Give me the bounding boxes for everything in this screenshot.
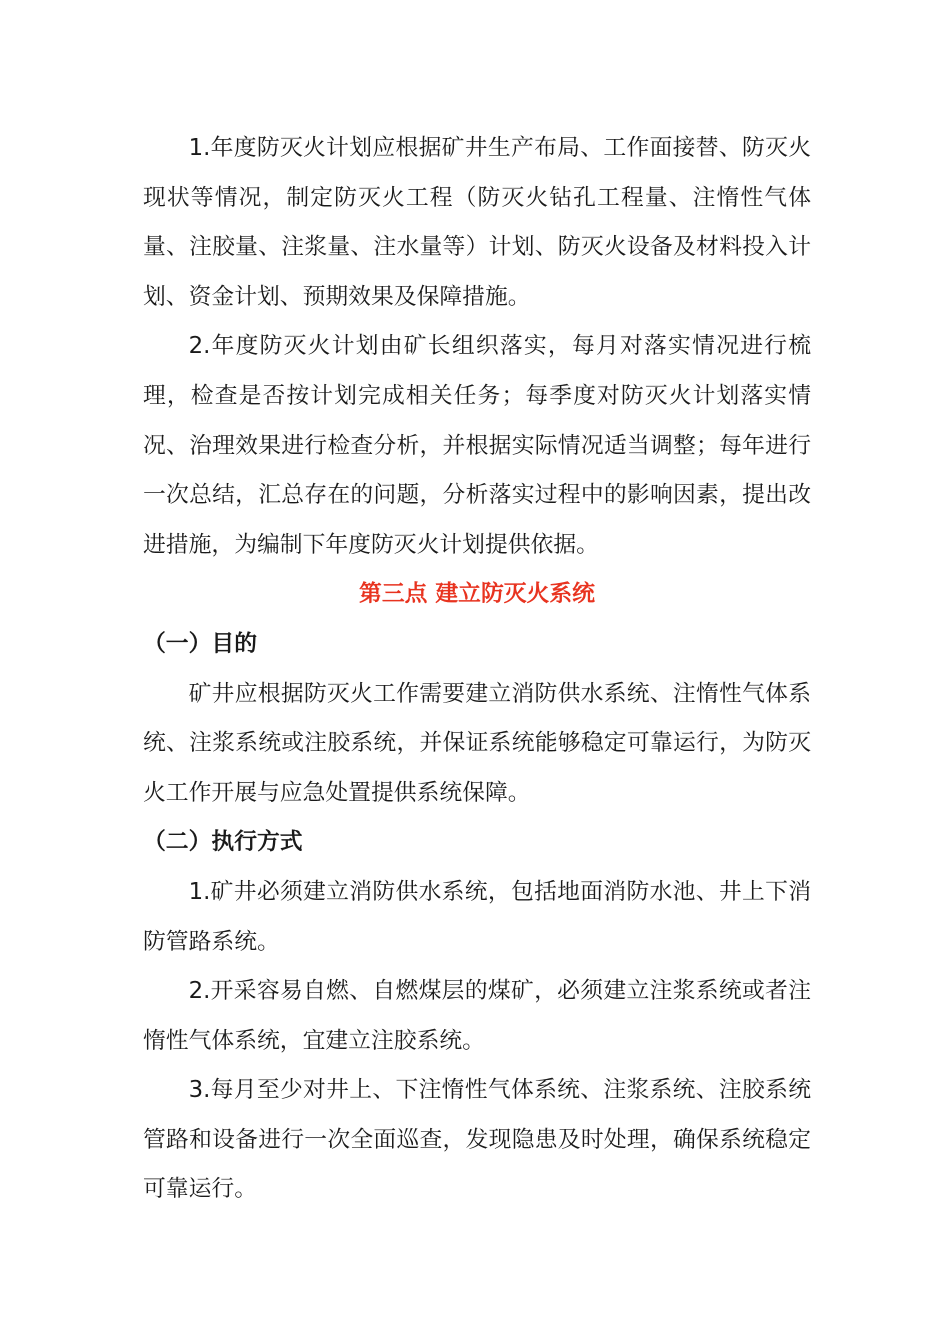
execution-heading: （二）执行方式 <box>143 829 303 856</box>
purpose-heading: （一）目的 <box>143 630 257 657</box>
paragraph-plan-content: 1.年度防灭火计划应根据矿井生产布局、工作面接替、防灭火现状等情况，制定防灭火工程（防灭火钻孔工程量、注惰性气体量、注胶量、注浆量、注水量等）计划、防灭火设备及材料投入计划、资金计划、预期效果及保障措施。 <box>143 135 811 310</box>
paragraph-execution-3: 3.每月至少对井上、下注惰性气体系统、注浆系统、注胶系统管路和设备进行一次全面巡查，发现隐患及时处理，确保系统稳定可靠运行。 <box>143 1077 811 1203</box>
paragraph-plan-implementation: 2.年度防灭火计划由矿长组织落实，每月对落实情况进行梳理，检查是否按计划完成相关任务；每季度对防灭火计划落实情况、治理效果进行检查分析，并根据实际情况适当调整；每年进行一次总结，汇总存在的问题，分析落实过程中的影响因素，提出改进措施，为编制下年度防灭火计划提供依据。 <box>143 333 811 558</box>
paragraph-purpose: 矿井应根据防灭火工作需要建立消防供水系统、注惰性气体系统、注浆系统或注胶系统，并保证系统能够稳定可靠运行，为防灭火工作开展与应急处置提供系统保障。 <box>143 680 811 806</box>
document-page <box>143 124 811 1215</box>
paragraph-execution-1: 1.矿井必须建立消防供水系统，包括地面消防水池、井上下消防管路系统。 <box>143 878 811 955</box>
paragraph-execution-2: 2.开采容易自燃、自燃煤层的煤矿，必须建立注浆系统或者注惰性气体系统，宜建立注胶系统。 <box>143 978 811 1054</box>
section-title: 第三点 建立防灭火系统 <box>359 581 595 608</box>
